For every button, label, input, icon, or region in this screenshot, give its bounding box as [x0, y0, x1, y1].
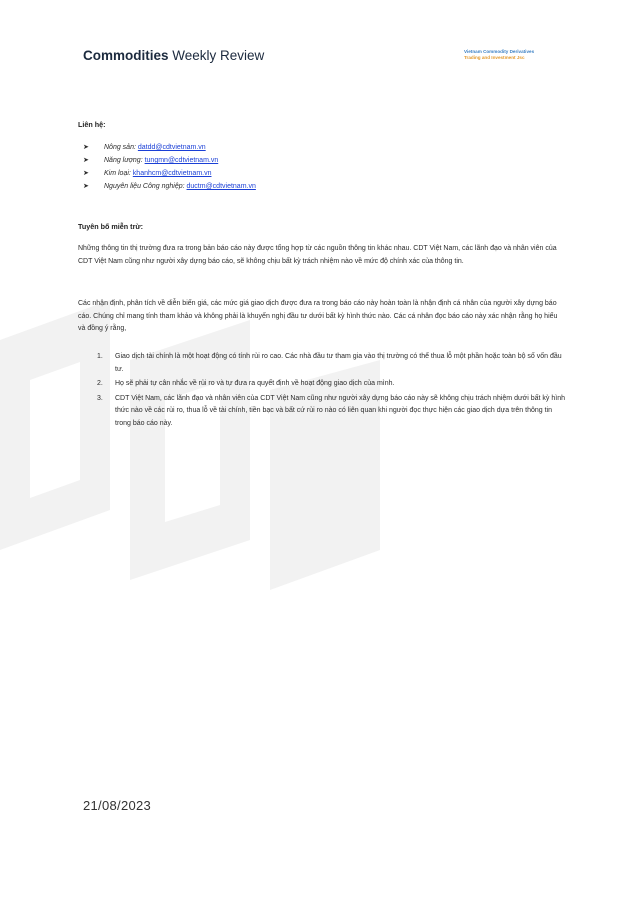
watermark-logo [0, 300, 380, 620]
disclaimer-heading: Tuyên bố miễn trừ: [78, 222, 143, 231]
company-name-line1: Vietnam Commodity Derivatives [464, 49, 535, 54]
contact-item [83, 167, 256, 180]
list-number: 2. [97, 380, 103, 387]
disclaimer-list [78, 351, 566, 432]
contact-label: Kim loại: [104, 170, 131, 177]
contact-item [83, 180, 256, 193]
list-number: 1. [97, 353, 103, 360]
arrow-bullet-icon: ➤ [83, 157, 89, 164]
contact-label: Năng lượng: [104, 157, 143, 164]
arrow-bullet-icon: ➤ [83, 170, 89, 177]
contact-item [83, 141, 256, 154]
contact-email-link[interactable]: khanhcm@cdtvietnam.vn [132, 170, 212, 177]
list-number: 3. [97, 394, 103, 402]
contact-label: Nông sản: [104, 144, 136, 151]
company-name [464, 49, 534, 61]
list-text: Họ sẽ phải tự cân nhắc về rủi ro và tự đưa ra quyết định về hoạt động giao dịch của mình. [115, 380, 395, 387]
report-title-bold: Commodities [83, 48, 169, 63]
contact-email-link[interactable]: ductm@cdtvietnam.vn [186, 183, 256, 190]
contact-email-link[interactable]: tungmn@cdtvietnam.vn [144, 157, 219, 164]
list-item [78, 351, 566, 376]
list-item [78, 393, 566, 431]
report-title-rest: Weekly Review [168, 48, 265, 63]
contact-heading: Liên hệ: [78, 120, 106, 129]
disclaimer-paragraph-2: Các nhận định, phân tích về diễn biến giá, các mức giá giao dịch được đưa ra trong báo cáo này hoàn toàn là nhận định cá nhân của người xây dựng báo cáo. Chúng chỉ mang tính tham khảo và không phải là khuyến nghị đầu tư dưới bất kỳ hình thức nào. Các cá nhân đọc báo cáo này xác nhận rằng họ hiểu và đồng ý rằng, [78, 300, 558, 332]
disclaimer-paragraph-1: Những thông tin thị trường đưa ra trong bản báo cáo này được tổng hợp từ các nguồn thông tin khác nhau. CDT Việt Nam, các lãnh đạo và nhân viên của CDT Việt Nam cũng như người xây dựng báo cáo, sẽ không chịu bất kỳ trách nhiệm nào về mức độ chính xác của thông tin. [78, 245, 557, 265]
report-date: 21/08/2023 [83, 798, 152, 813]
list-text: CDT Việt Nam, các lãnh đạo và nhân viên của CDT Việt Nam cũng như người xây dựng báo cáo này sẽ không chịu trách nhiệm dưới bất kỳ hình thức nào về các rủi ro, thua lỗ về tài chính, tiền bạc và bất cứ rủi ro nào có liên quan khi người đọc thực hiện các giao dịch dựa trên thông tin trong báo cáo này. [115, 394, 565, 427]
page-header [83, 48, 580, 68]
contact-list [83, 141, 256, 193]
list-item [78, 378, 566, 391]
contact-label: Nguyên liệu Công nghiệp: [104, 183, 185, 190]
contact-email-link[interactable]: datdd@cdtvietnam.vn [137, 144, 206, 151]
report-title [83, 48, 264, 63]
arrow-bullet-icon: ➤ [83, 183, 89, 190]
arrow-bullet-icon: ➤ [83, 144, 89, 151]
company-name-line2: Trading and Investment Jsc [464, 55, 525, 60]
contact-item [83, 154, 256, 167]
list-text: Giao dịch tài chính là một hoạt động có tính rủi ro cao. Các nhà đầu tư tham gia vào thị trường có thể thua lỗ một phần hoặc toàn bộ số vốn đầu tư. [115, 353, 562, 373]
